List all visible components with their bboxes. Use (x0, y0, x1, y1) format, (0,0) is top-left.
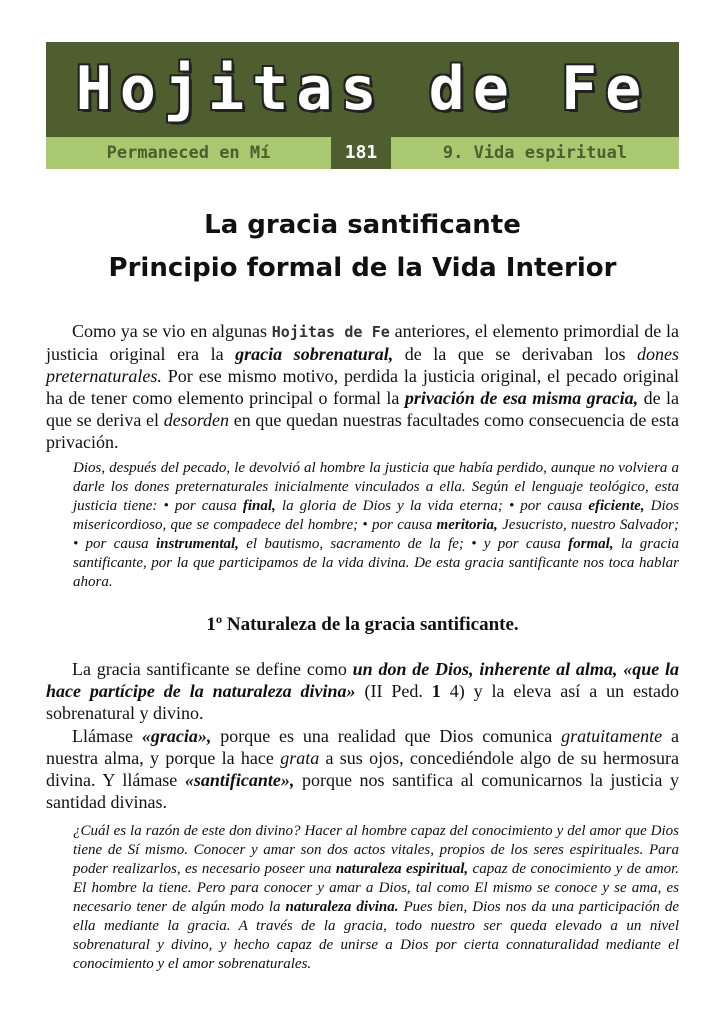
definition-paragraph: La gracia santificante se define como un don de Dios, inherente al alma, «que la hace partícipe de la naturaleza divina» (II Ped. 1 4) y la eleva así a un estado sobrenatural y divino. (46, 659, 679, 723)
header-banner (46, 42, 679, 169)
page-subtitle: Principio formal de la Vida Interior (108, 253, 617, 283)
series-label: Permaneced en Mí (46, 137, 331, 169)
category-label: 9. Vida espiritual (391, 137, 679, 169)
brand-title: Hojitas de Fe (75, 54, 650, 124)
section-heading: 1º Naturaleza de la gracia santificante. (206, 614, 519, 635)
naming-paragraph: Llámase «gracia», porque es una realidad que Dios comunica gratuitamente a nuestra alma, y porque la hace grata a sus ojos, concediéndole algo de su hermosura divina. Y llámase «santificante», porque nos santifica al comunicarnos la justicia y santidad divinas. (46, 726, 679, 812)
quote-block-2: ¿Cuál es la razón de este don divino? Hacer al hombre capaz del conocimiento y del amor que Dios tiene de Sí mismo. Conocer y amar son dos actos vitales, propios de los seres espirituales. Para poder realizarlos, es necesario poseer una naturaleza espiritual, capaz de conocimiento y de amor. El hombre la tiene. Pero para conocer y amar a Dios, tal como El mismo se conoce y se ama, es necesario tener de algún modo la naturaleza divina. Pues bien, Dios nos da una participación de ella mediante la gracia. A través de la gracia, todo nuestro ser queda elevado a un nivel sobrenatural y divino, y hecho capaz de unirse a Dios por cierta connaturalidad mediante el conocimiento y el amor sobrenaturales. (73, 823, 679, 972)
issue-number: 181 (331, 137, 391, 169)
intro-paragraph: Como ya se vio en algunas Hojitas de Fe anteriores, el elemento primordial de la justicia original era la gracia sobrenatural, de la que se derivaban los dones preternaturales. Por ese mismo motivo, perdida la justicia original, el pecado original ha de tener como elemento principal o formal la privación de esa misma gracia, de la que se deriva el desorden en que quedan nuestras facultades como consecuencia de esta privación. (46, 321, 680, 452)
quote-block-1: Dios, después del pecado, le devolvió al hombre la justicia que había perdido, aunque no volviera a darle los dones preternaturales inicialmente vinculados a ella. Según el lenguaje teológico, esta justicia tiene: • por causa final, la gloria de Dios y la vida eterna; • por causa eficiente, Dios misericordioso, que se compadece del hombre; • por causa meritoria, Jesucristo, nuestro Salvador; • por causa instrumental, el bautismo, sacramento de la fe; • y por causa formal, la gracia santificante, por la que participamos de la vida divina. De esta gracia santificante nos toca hablar ahora. (73, 460, 679, 590)
page-title: La gracia santificante (204, 210, 521, 240)
inline-brand: Hojitas de Fe (271, 323, 390, 341)
header-top-band (46, 42, 679, 137)
